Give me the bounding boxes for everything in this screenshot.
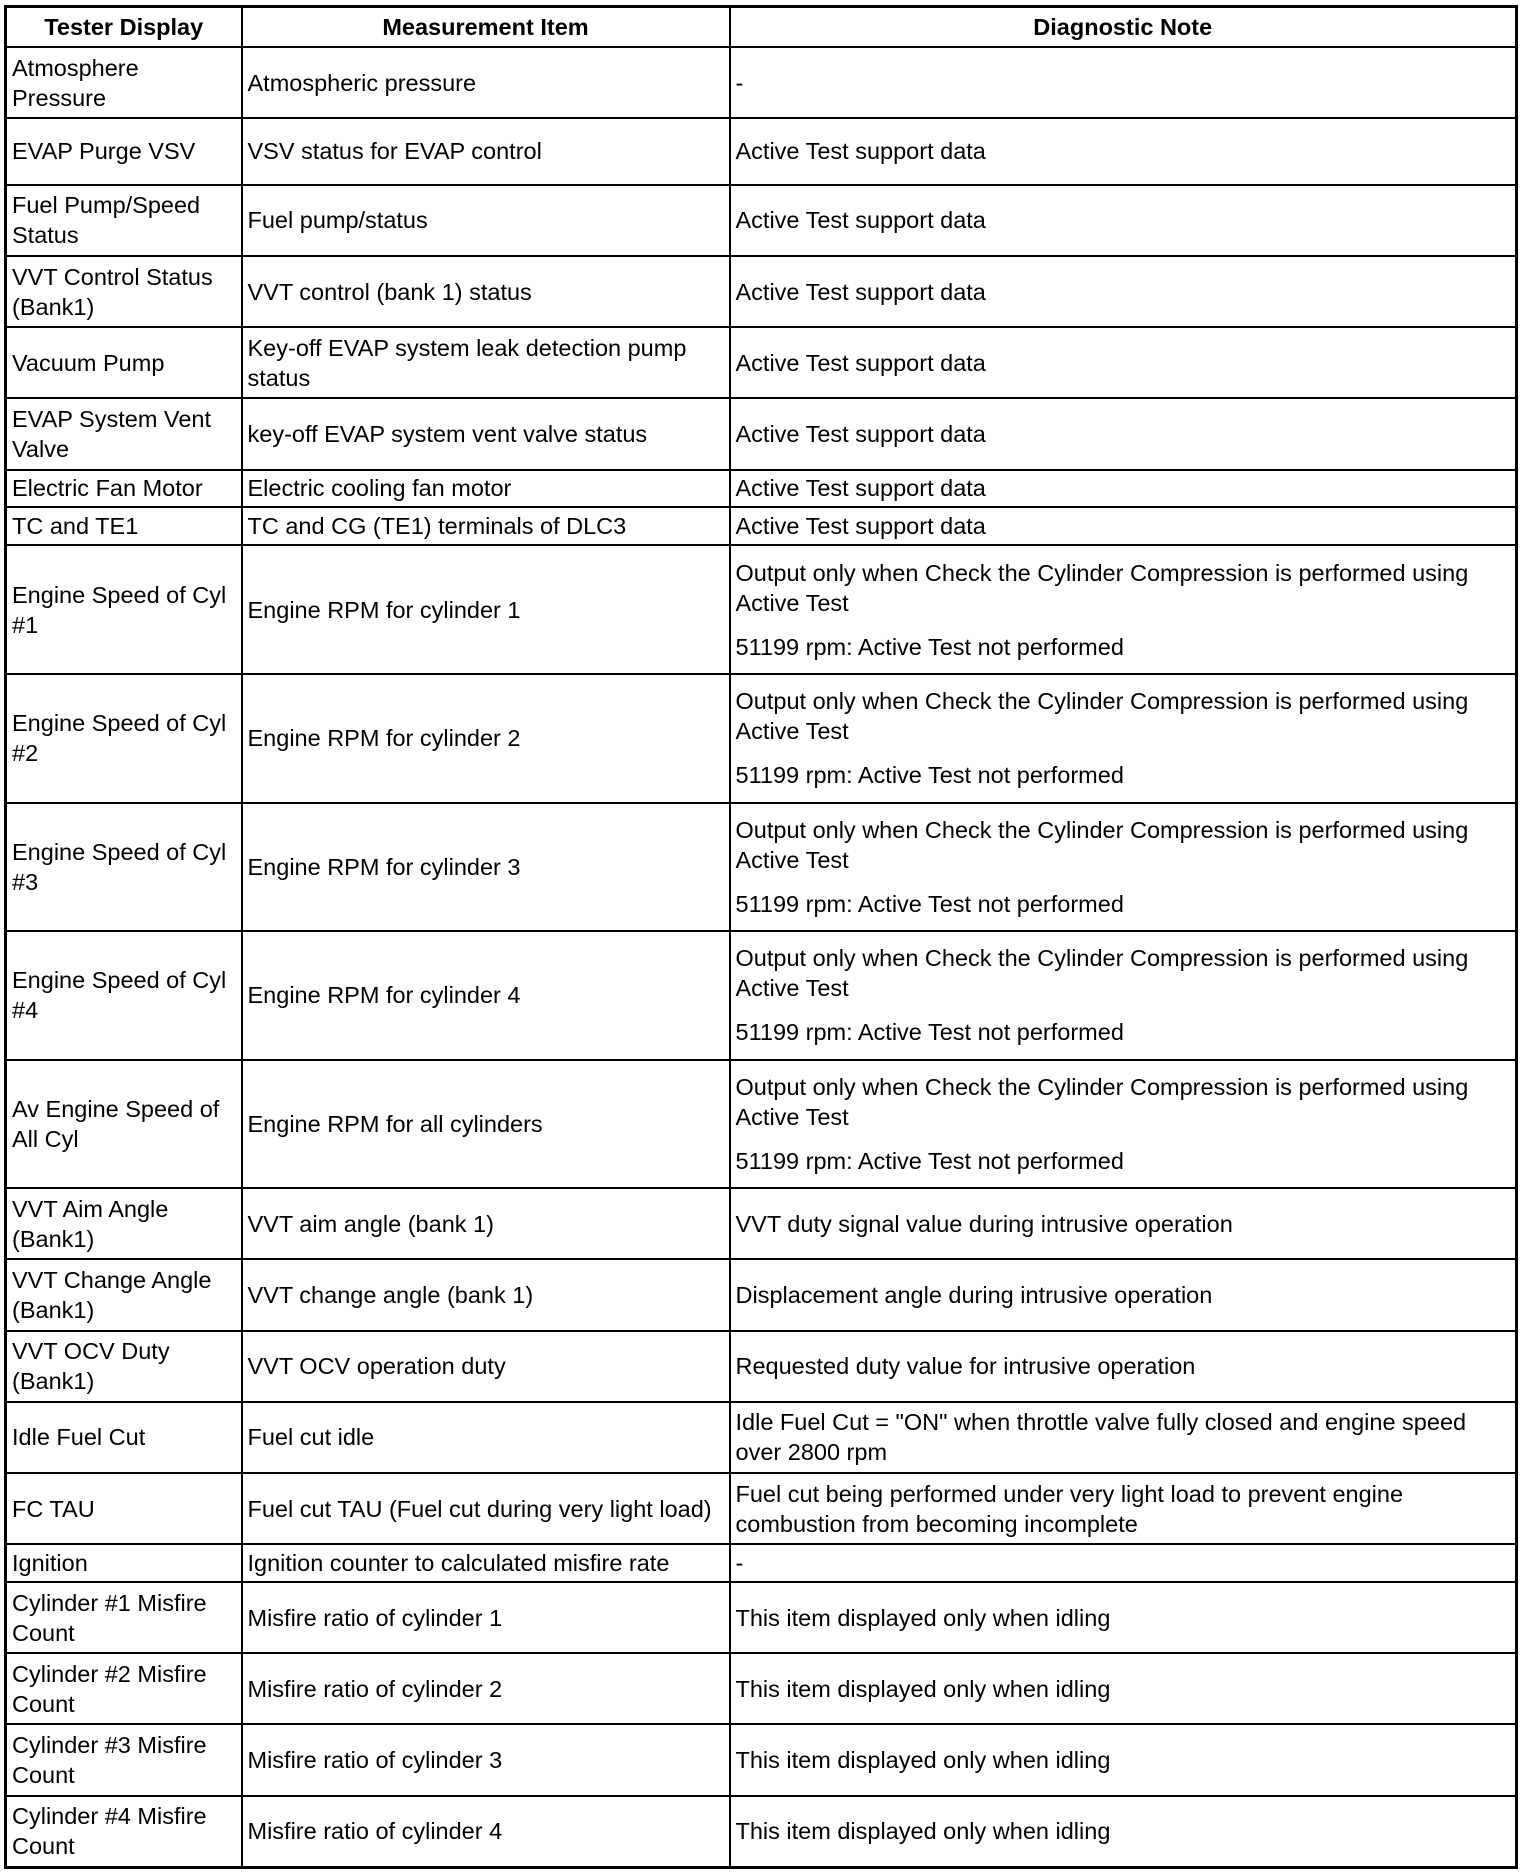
cell-measurement-item: VSV status for EVAP control (242, 118, 730, 185)
table-row (6, 1259, 1517, 1330)
table-row (6, 674, 1517, 803)
cell-diagnostic-note (730, 1188, 1517, 1259)
cell-tester-display: EVAP System Vent Valve (6, 398, 242, 469)
diagnostic-note-line: Active Test support data (735, 420, 986, 447)
header-row (6, 7, 1517, 48)
cell-tester-display: Cylinder #2 Misfire Count (6, 1653, 242, 1724)
cell-diagnostic-note (730, 1653, 1517, 1724)
diagnostic-note-line: - (735, 1550, 744, 1577)
cell-measurement-item: Electric cooling fan motor (242, 470, 730, 508)
table-row (6, 1402, 1517, 1473)
table-row (6, 118, 1517, 185)
cell-tester-display: VVT Change Angle (Bank1) (6, 1259, 242, 1330)
diagnostic-note-line: Output only when Check the Cylinder Compression is performed using Active Test (735, 1073, 1469, 1130)
diagnostic-note-line: Active Test support data (735, 278, 986, 305)
cell-diagnostic-note (730, 931, 1517, 1060)
cell-measurement-item: Misfire ratio of cylinder 2 (242, 1653, 730, 1724)
cell-tester-display: Idle Fuel Cut (6, 1402, 242, 1473)
table-row (6, 470, 1517, 508)
cell-measurement-item: Misfire ratio of cylinder 4 (242, 1796, 730, 1868)
cell-diagnostic-note (730, 545, 1517, 674)
table-header (6, 7, 1517, 48)
diagnostic-note-line: Requested duty value for intrusive operation (735, 1353, 1196, 1380)
cell-measurement-item: VVT OCV operation duty (242, 1331, 730, 1402)
diagnostic-note-line: This item displayed only when idling (735, 1818, 1111, 1845)
cell-diagnostic-note (730, 507, 1517, 545)
cell-tester-display: EVAP Purge VSV (6, 118, 242, 185)
diagnostic-note-line: Output only when Check the Cylinder Compression is performed using Active Test (735, 559, 1469, 616)
cell-measurement-item: Fuel cut TAU (Fuel cut during very light load) (242, 1473, 730, 1544)
cell-measurement-item: TC and CG (TE1) terminals of DLC3 (242, 507, 730, 545)
cell-measurement-item: VVT change angle (bank 1) (242, 1259, 730, 1330)
cell-diagnostic-note (730, 1582, 1517, 1653)
diagnostic-note-line: 51199 rpm: Active Test not performed (735, 1019, 1124, 1046)
cell-tester-display: VVT OCV Duty (Bank1) (6, 1331, 242, 1402)
header-measurement-item: Measurement Item (242, 7, 730, 48)
diagnostic-note-line: Output only when Check the Cylinder Compression is performed using Active Test (735, 816, 1469, 873)
cell-diagnostic-note (730, 1796, 1517, 1868)
table-row (6, 1653, 1517, 1724)
diagnostic-note-line: Fuel cut being performed under very light load to prevent engine combustion from becoming incomplete (735, 1480, 1404, 1537)
cell-tester-display: Atmosphere Pressure (6, 47, 242, 118)
cell-tester-display: TC and TE1 (6, 507, 242, 545)
cell-tester-display: Vacuum Pump (6, 327, 242, 398)
cell-tester-display: Cylinder #4 Misfire Count (6, 1796, 242, 1868)
cell-diagnostic-note (730, 470, 1517, 508)
cell-measurement-item: VVT control (bank 1) status (242, 256, 730, 327)
cell-tester-display: Cylinder #3 Misfire Count (6, 1724, 242, 1795)
table-row (6, 1473, 1517, 1544)
cell-measurement-item: Key-off EVAP system leak detection pump status (242, 327, 730, 398)
cell-tester-display: Fuel Pump/Speed Status (6, 185, 242, 256)
cell-tester-display: Electric Fan Motor (6, 470, 242, 508)
cell-tester-display: Ignition (6, 1544, 242, 1582)
cell-diagnostic-note (730, 1331, 1517, 1402)
table-row (6, 1331, 1517, 1402)
diagnostic-note-line: 51199 rpm: Active Test not performed (735, 1147, 1124, 1174)
cell-diagnostic-note (730, 118, 1517, 185)
cell-tester-display: Cylinder #1 Misfire Count (6, 1582, 242, 1653)
cell-tester-display: Engine Speed of Cyl #2 (6, 674, 242, 803)
cell-tester-display: Engine Speed of Cyl #3 (6, 803, 242, 932)
table-row (6, 1188, 1517, 1259)
cell-measurement-item: Engine RPM for cylinder 3 (242, 803, 730, 932)
table-row (6, 1724, 1517, 1795)
diagnostic-note-line: This item displayed only when idling (735, 1604, 1111, 1631)
diagnostic-note-line: This item displayed only when idling (735, 1747, 1111, 1774)
cell-diagnostic-note (730, 674, 1517, 803)
diagnostic-note-line: Active Test support data (735, 349, 986, 376)
diagnostic-note-line: Output only when Check the Cylinder Compression is performed using Active Test (735, 688, 1469, 745)
cell-measurement-item: Ignition counter to calculated misfire rate (242, 1544, 730, 1582)
cell-diagnostic-note (730, 1060, 1517, 1189)
table-row (6, 545, 1517, 674)
cell-diagnostic-note (730, 1473, 1517, 1544)
cell-diagnostic-note (730, 1402, 1517, 1473)
cell-measurement-item: Atmospheric pressure (242, 47, 730, 118)
diagnostic-note-line: Output only when Check the Cylinder Compression is performed using Active Test (735, 945, 1469, 1002)
table-row (6, 327, 1517, 398)
diagnostic-note-line: - (735, 69, 744, 96)
diagnostic-note-line: 51199 rpm: Active Test not performed (735, 890, 1124, 917)
diagnostic-note-line: Active Test support data (735, 138, 986, 165)
cell-measurement-item: Fuel pump/status (242, 185, 730, 256)
diagnostic-note-line: Active Test support data (735, 207, 986, 234)
cell-diagnostic-note (730, 256, 1517, 327)
table-row (6, 256, 1517, 327)
table-row (6, 1544, 1517, 1582)
cell-tester-display: Engine Speed of Cyl #1 (6, 545, 242, 674)
cell-measurement-item: VVT aim angle (bank 1) (242, 1188, 730, 1259)
table-row (6, 1060, 1517, 1189)
cell-diagnostic-note (730, 398, 1517, 469)
diagnostic-note-line: VVT duty signal value during intrusive operation (735, 1210, 1233, 1237)
table-row (6, 1796, 1517, 1868)
cell-measurement-item: Engine RPM for cylinder 2 (242, 674, 730, 803)
data-list-table (4, 5, 1518, 1869)
cell-diagnostic-note (730, 1259, 1517, 1330)
table-row (6, 47, 1517, 118)
diagnostic-note-line: Active Test support data (735, 475, 986, 502)
cell-measurement-item: key-off EVAP system vent valve status (242, 398, 730, 469)
cell-measurement-item: Engine RPM for cylinder 1 (242, 545, 730, 674)
header-diagnostic-note: Diagnostic Note (730, 7, 1517, 48)
diagnostic-note-line: Active Test support data (735, 513, 986, 540)
table-row (6, 185, 1517, 256)
table-row (6, 1582, 1517, 1653)
cell-measurement-item: Fuel cut idle (242, 1402, 730, 1473)
cell-diagnostic-note (730, 327, 1517, 398)
cell-diagnostic-note (730, 47, 1517, 118)
cell-tester-display: Av Engine Speed of All Cyl (6, 1060, 242, 1189)
cell-diagnostic-note (730, 803, 1517, 932)
cell-tester-display: FC TAU (6, 1473, 242, 1544)
cell-diagnostic-note (730, 1544, 1517, 1582)
table-row (6, 398, 1517, 469)
diagnostic-note-line: Displacement angle during intrusive operation (735, 1282, 1213, 1309)
diagnostic-note-line: 51199 rpm: Active Test not performed (735, 762, 1124, 789)
cell-measurement-item: Engine RPM for all cylinders (242, 1060, 730, 1189)
cell-diagnostic-note (730, 185, 1517, 256)
diagnostic-note-line: This item displayed only when idling (735, 1675, 1111, 1702)
cell-measurement-item: Misfire ratio of cylinder 3 (242, 1724, 730, 1795)
table-row (6, 507, 1517, 545)
cell-diagnostic-note (730, 1724, 1517, 1795)
cell-tester-display: VVT Control Status (Bank1) (6, 256, 242, 327)
diagnostic-note-line: 51199 rpm: Active Test not performed (735, 633, 1124, 660)
diagnostic-note-line: Idle Fuel Cut = "ON" when throttle valve fully closed and engine speed over 2800 rpm (735, 1409, 1467, 1466)
cell-tester-display: VVT Aim Angle (Bank1) (6, 1188, 242, 1259)
cell-tester-display: Engine Speed of Cyl #4 (6, 931, 242, 1060)
table-row (6, 803, 1517, 932)
table-row (6, 931, 1517, 1060)
header-tester-display: Tester Display (6, 7, 242, 48)
table-body (6, 47, 1517, 1868)
cell-measurement-item: Misfire ratio of cylinder 1 (242, 1582, 730, 1653)
cell-measurement-item: Engine RPM for cylinder 4 (242, 931, 730, 1060)
